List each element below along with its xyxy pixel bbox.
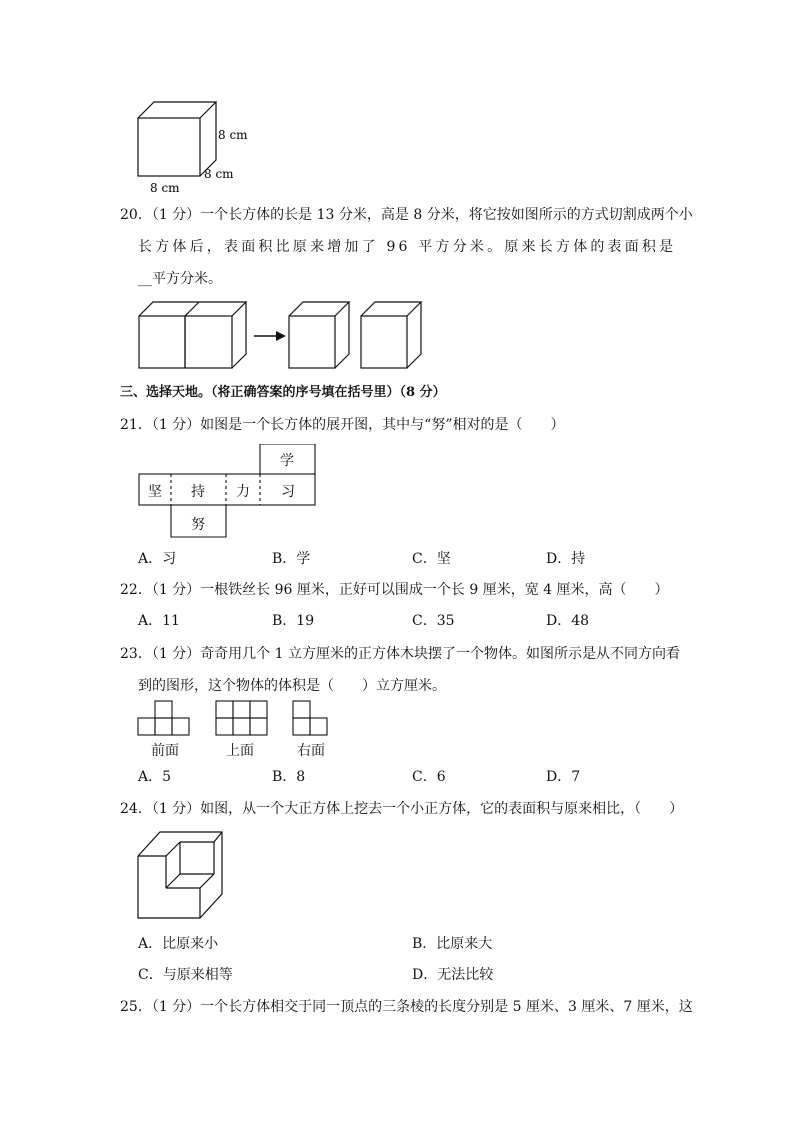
small-cube-1-front (289, 316, 335, 368)
net-face-xue: 学 (280, 453, 294, 469)
net-face-xi: 习 (281, 484, 295, 500)
cube-front-face (138, 118, 200, 176)
small-cube-2-front (361, 316, 407, 368)
q22-option-c[interactable]: C．35 (412, 613, 455, 629)
cube-top-face (138, 102, 216, 118)
cuboid-side (232, 302, 246, 368)
q22-option-b[interactable]: B．19 (272, 613, 315, 629)
cube-label-depth: 8 cm (204, 167, 234, 181)
q23-option-b[interactable]: B．8 (272, 769, 306, 785)
section-heading-3: 三、选择天地。（将正确答案的序号填在括号里）（8 分） (120, 385, 446, 400)
q21-option-c[interactable]: C．坚 (412, 551, 451, 567)
q20-line2: 长方体后，表面积比原来增加了 96 平方分米。原来长方体的表面积是 (138, 239, 677, 255)
q21-option-d[interactable]: D．持 (546, 551, 586, 567)
q22-option-a[interactable]: A．11 (138, 613, 180, 629)
net-face-li: 力 (236, 484, 250, 500)
hollowed-cube-figure-q24 (134, 828, 234, 922)
front-view (138, 701, 189, 735)
q24-option-d[interactable]: D．无法比较 (412, 967, 494, 983)
net-face-jian: 坚 (148, 484, 162, 500)
q23-option-a[interactable]: A．5 (138, 769, 172, 785)
net-face-nu: 努 (191, 517, 205, 533)
cube-label-right: 8 cm (218, 128, 248, 142)
q22-stem: 22．（1 分）一根铁丝长 96 厘米，正好可以围成一个长 9 厘米，宽 4 厘米，高（ ） (120, 582, 669, 598)
cuboid-front-right (185, 316, 232, 368)
arrow-icon (254, 331, 286, 341)
q20-line3: __平方分米。 (138, 271, 222, 287)
net-face-chi: 持 (191, 484, 205, 500)
q24-option-b[interactable]: B．比原来大 (412, 936, 493, 952)
cube-figure-q19 (130, 96, 260, 196)
q22-option-d[interactable]: D．48 (546, 613, 590, 629)
q24-option-c[interactable]: C．与原来相等 (138, 967, 233, 983)
q23-option-d[interactable]: D．7 (546, 769, 581, 785)
view-label-front: 前面 (151, 743, 179, 759)
view-label-right: 右面 (297, 743, 325, 759)
q24-option-a[interactable]: A．比原来小 (138, 936, 219, 952)
q20-line1: 20．（1 分）一个长方体的长是 13 分米，高是 8 分米，将它按如图所示的方式切割成两个小 (120, 207, 693, 223)
q23-line2: 到的图形，这个物体的体积是（ ）立方厘米。 (138, 678, 446, 694)
right-view (293, 701, 327, 735)
q24-stem: 24．（1 分）如图，从一个大正方体上挖去一个小正方体，它的表面积与原来相比，（ ） (120, 801, 684, 817)
q23-line1: 23．（1 分）奇奇用几个 1 立方厘米的正方体木块摆了一个物体。如图所示是从不同方向看 (120, 646, 680, 662)
cut-cuboid-figure-q20 (134, 296, 444, 374)
q21-option-a[interactable]: A．习 (138, 551, 177, 567)
view-label-top: 上面 (226, 743, 254, 759)
cube-label-bottom: 8 cm (150, 181, 180, 195)
q21-stem: 21．（1 分）如图是一个长方体的展开图，其中与“努”相对的是（ ） (120, 417, 565, 433)
cuboid-front-left (139, 316, 185, 368)
cube-side-face (200, 102, 216, 176)
q23-option-c[interactable]: C．6 (412, 769, 446, 785)
cuboid-net-q21 (138, 444, 318, 538)
q25-stem: 25．（1 分）一个长方体相交于同一顶点的三条棱的长度分别是 5 厘米、3 厘米、7 厘米，这 (120, 999, 693, 1015)
top-view (216, 701, 267, 735)
three-views-figure-q23 (134, 700, 334, 740)
q21-option-b[interactable]: B．学 (272, 551, 311, 567)
